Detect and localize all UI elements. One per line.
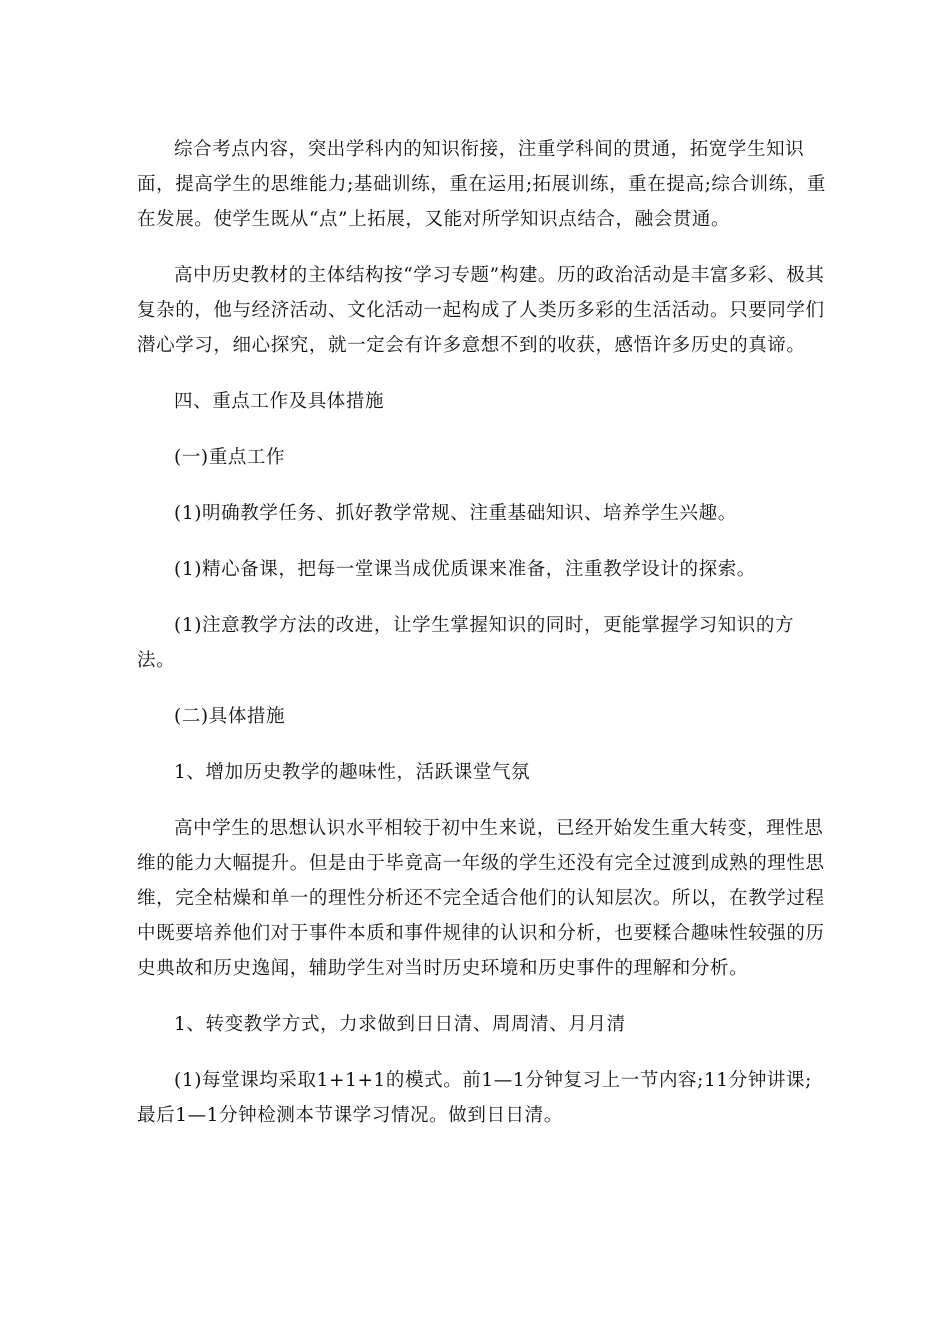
measure-heading-teaching-mode: 1、转变教学方式，力求做到日日清、周周清、月月清 <box>174 1014 626 1035</box>
paragraph-textbook-structure: 高中历史教材的主体结构按“学习专题”构建。历的政治活动是丰富多彩、极其复杂的，他与经济活动、文化活动一起构成了人类历多彩的生活活动。只要同学们潜心学习，细心探究，就一定会有许多意想不到的收获，感悟许多历史的真谛。 <box>137 265 825 356</box>
section-heading-key-work: 四、重点工作及具体措施 <box>174 391 385 412</box>
list-item-lesson-prep: (1)精心备课，把每一堂课当成优质课来准备，注重教学设计的探索。 <box>174 559 756 580</box>
measure-heading-interest: 1、增加历史教学的趣味性，活跃课堂气氛 <box>174 762 531 783</box>
list-item-teaching-tasks: (1)明确教学任务、抓好教学常规、注重基础知识、培养学生兴趣。 <box>174 503 737 524</box>
subheading-key-work: (一)重点工作 <box>174 447 286 468</box>
paragraph-student-thinking: 高中学生的思想认识水平相较于初中生来说，已经开始发生重大转变，理性思维的能力大幅提升。但是由于毕竟高一年级的学生还没有完全过渡到成熟的理性思维，完全枯燥和单一的理性分析还不完全适合他们的认知层次。所以，在教学过程中既要培养他们对于事件本质和事件规律的认识和分析，也要糅合趣味性较强的历史典故和历史逸闻，辅助学生对当时历史环境和历史事件的理解和分析。 <box>137 818 825 979</box>
paragraph-review-focus: 综合考点内容，突出学科内的知识衔接，注重学科间的贯通，拓宽学生知识面，提高学生的思维能力;基础训练，重在运用;拓展训练，重在提高;综合训练，重在发展。使学生既从“点”上拓展，又能对所学知识点结合，融会贯通。 <box>137 139 827 230</box>
document-body <box>137 132 827 1133</box>
list-item-teaching-methods: (1)注意教学方法的改进，让学生掌握知识的同时，更能掌握学习知识的方法。 <box>137 615 795 671</box>
subheading-specific-measures: (二)具体措施 <box>174 706 286 727</box>
list-item-class-model: (1)每堂课均采取1+1+1的模式。前1—1分钟复习上一节内容;11分钟讲课;最后1—1分钟检测本节课学习情况。做到日日清。 <box>137 1070 812 1126</box>
